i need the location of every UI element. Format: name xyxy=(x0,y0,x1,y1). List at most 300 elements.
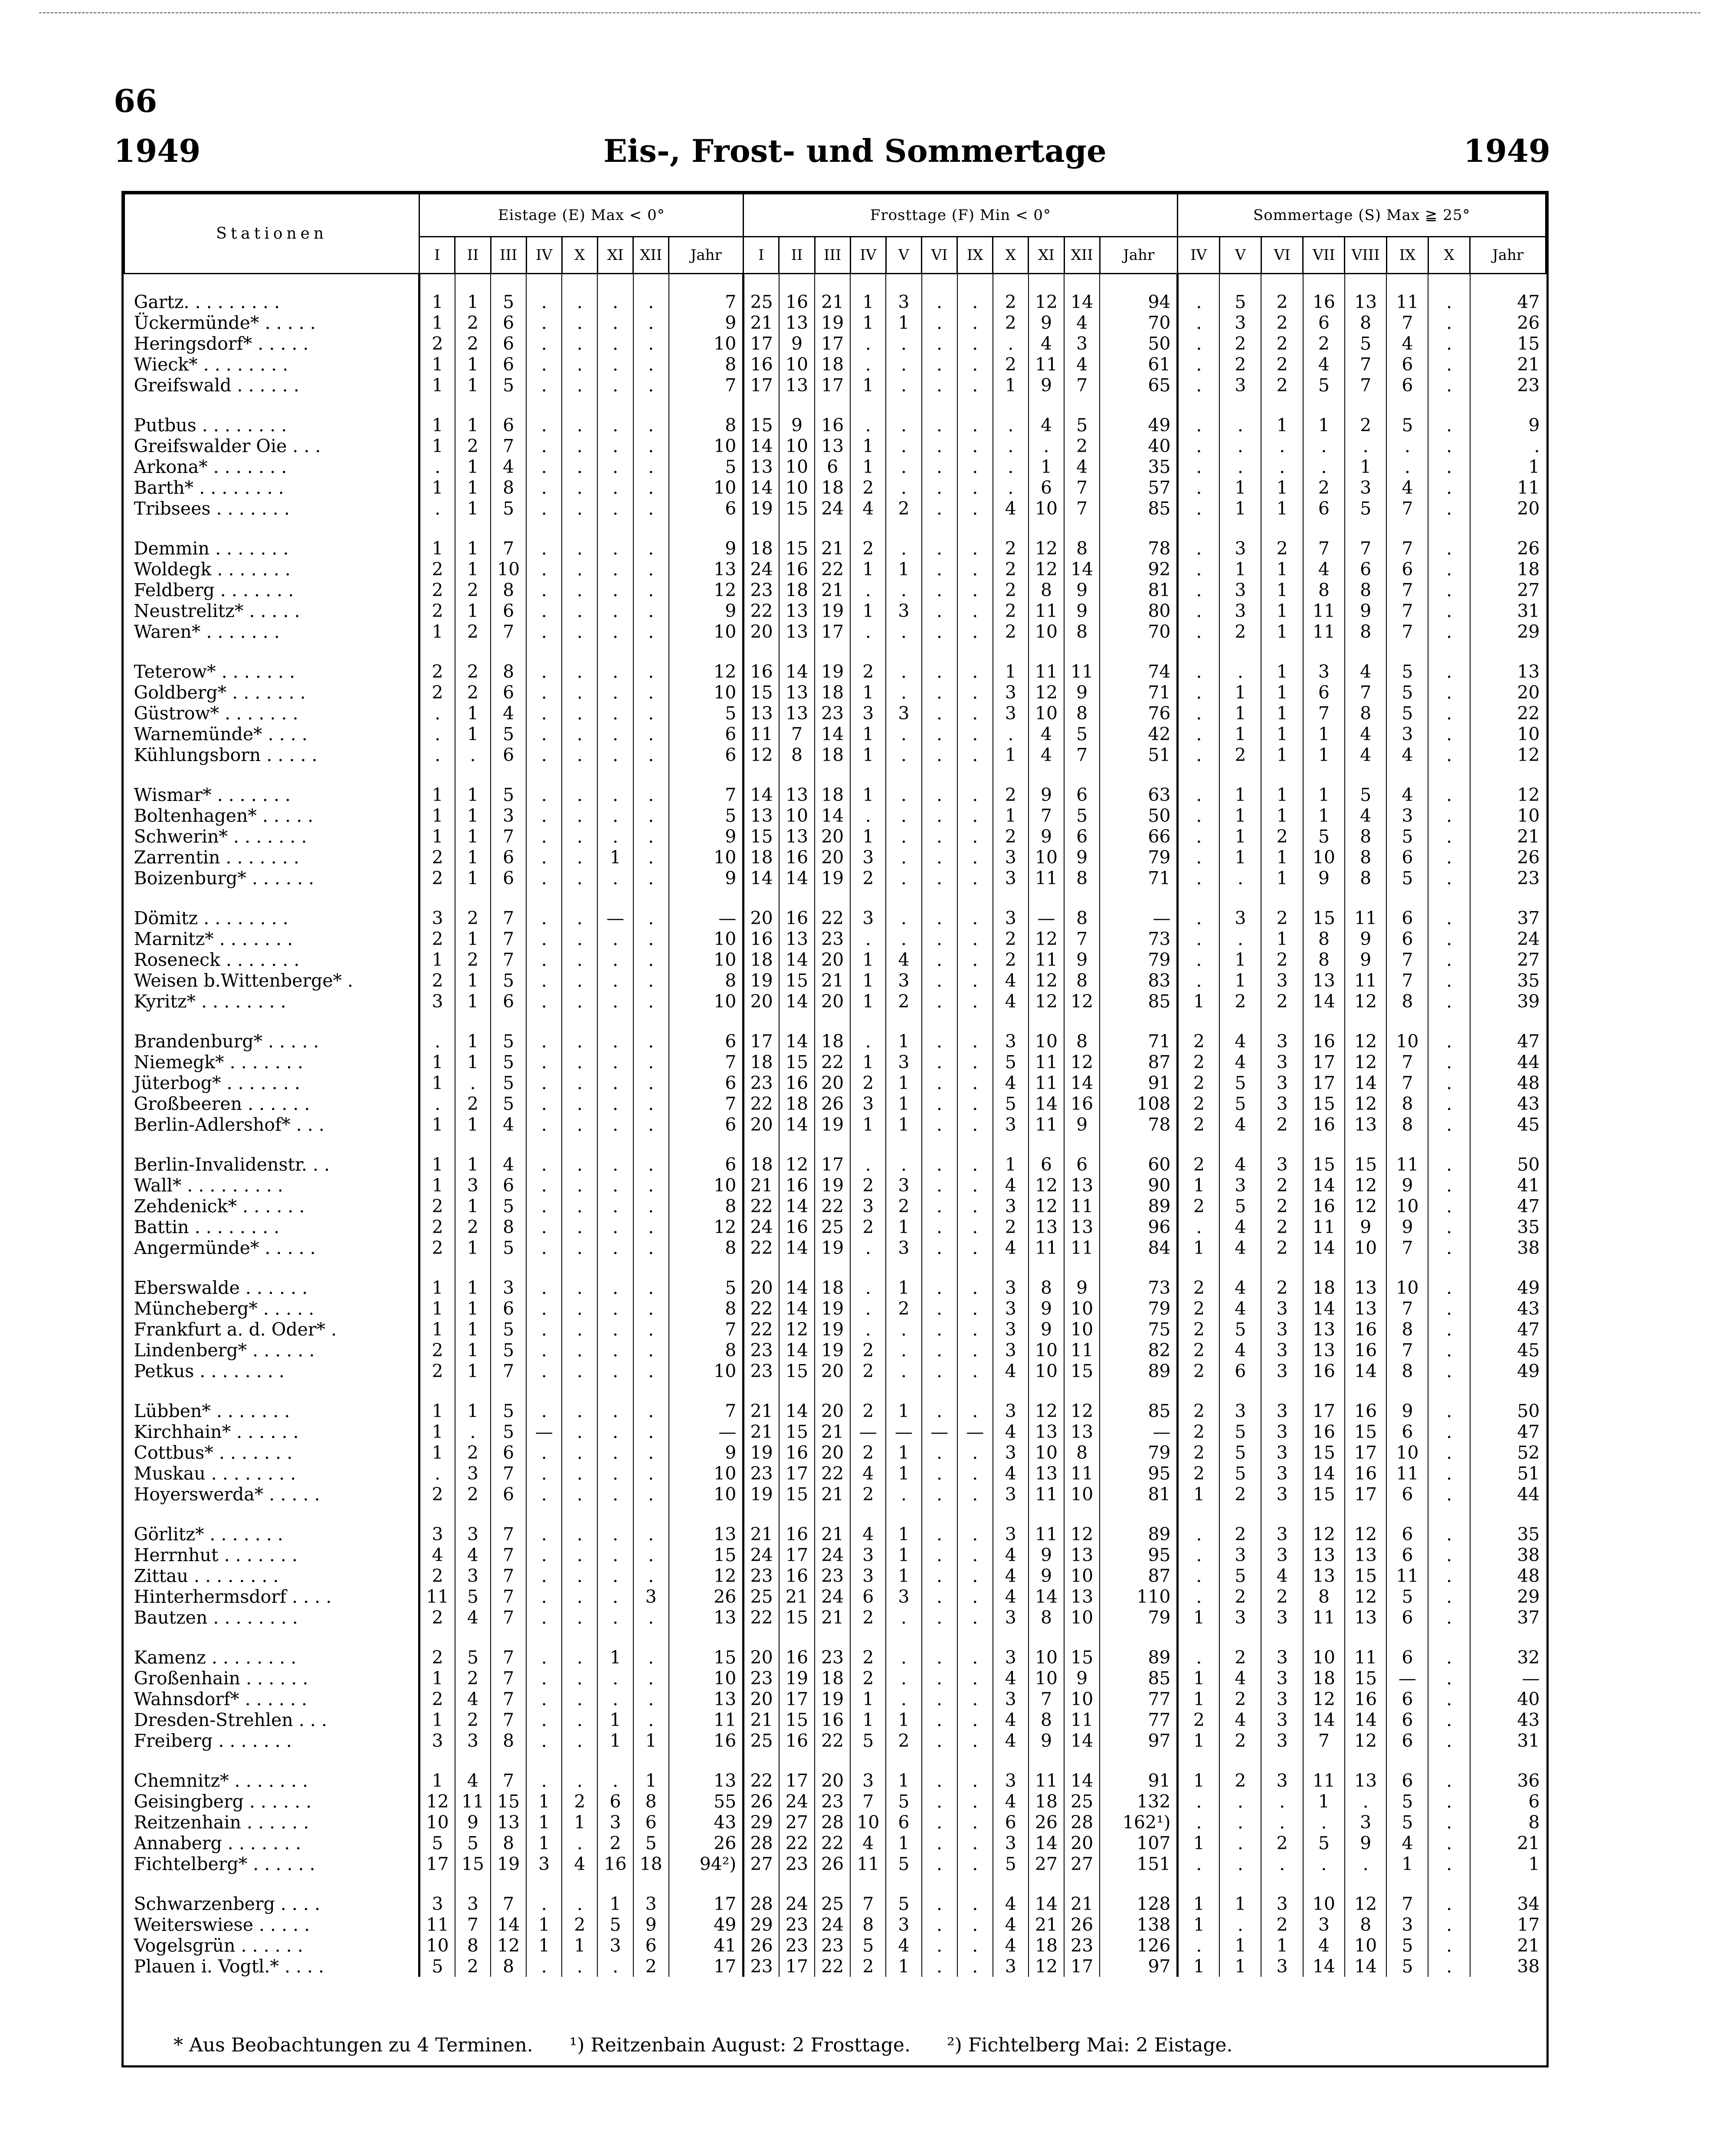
frosttage-cell: 2 xyxy=(993,274,1029,313)
sommertage-cell: 2 xyxy=(1303,477,1345,498)
table-row xyxy=(124,1689,1546,1710)
eistage-cell: . xyxy=(597,415,633,436)
frosttage-cell: 89 xyxy=(1100,1361,1178,1382)
frosttage-cell: 13 xyxy=(1064,1545,1100,1565)
frosttage-cell: 20 xyxy=(815,991,850,1012)
eistage-cell: . xyxy=(562,805,597,826)
frosttage-cell: 63 xyxy=(1100,784,1178,805)
eistage-cell: 7 xyxy=(491,1463,526,1484)
eistage-cell: 2 xyxy=(419,661,455,682)
sommertage-cell: . xyxy=(1428,1031,1470,1052)
frosttage-cell: 3 xyxy=(886,1237,921,1258)
eistage-cell: 1 xyxy=(455,1319,491,1340)
frosttage-cell: 25 xyxy=(744,274,779,313)
sommertage-cell: 2 xyxy=(1178,1340,1219,1361)
eistage-cell: . xyxy=(526,703,562,724)
station-name: Wismar* . . . . . . . xyxy=(134,784,291,805)
sommertage-cell: 17 xyxy=(1470,1914,1546,1935)
eistage-cell: 7 xyxy=(669,1052,744,1073)
sommertage-cell: 1 xyxy=(1470,1854,1546,1874)
eistage-cell: . xyxy=(562,1565,597,1586)
sommertage-cell: 3 xyxy=(1261,1710,1303,1730)
group-spacer xyxy=(124,1874,1546,1893)
eistage-cell: 1 xyxy=(455,826,491,847)
frosttage-cell: 42 xyxy=(1100,724,1178,745)
frosttage-cell: 18 xyxy=(815,784,850,805)
sommertage-cell: 3 xyxy=(1261,1154,1303,1175)
eistage-cell: 1 xyxy=(455,1340,491,1361)
eistage-month-header: X xyxy=(562,237,597,274)
sommertage-cell: 9 xyxy=(1470,415,1546,436)
eistage-cell: . xyxy=(526,1586,562,1607)
eistage-cell: 3 xyxy=(455,1175,491,1196)
frosttage-cell: 3 xyxy=(993,1956,1029,1977)
sommertage-cell: 7 xyxy=(1386,1237,1428,1258)
sommertage-cell: 50 xyxy=(1470,1401,1546,1421)
frosttage-cell: 13 xyxy=(1064,1586,1100,1607)
frosttage-cell: 3 xyxy=(993,1770,1029,1791)
sommertage-cell: 13 xyxy=(1345,274,1386,313)
eistage-cell: 2 xyxy=(455,1217,491,1237)
eistage-cell: . xyxy=(597,1031,633,1052)
frosttage-cell: 4 xyxy=(1029,724,1064,745)
frosttage-cell: 23 xyxy=(744,1565,779,1586)
eistage-cell: . xyxy=(633,661,669,682)
frosttage-cell: 23 xyxy=(744,1361,779,1382)
frosttage-cell: 18 xyxy=(744,1052,779,1073)
eistage-cell: . xyxy=(633,1401,669,1421)
frosttage-cell: 50 xyxy=(1100,333,1178,354)
frosttage-cell: 19 xyxy=(815,661,850,682)
sommertage-cell: . xyxy=(1178,949,1219,970)
sommertage-cell: 10 xyxy=(1303,1893,1345,1914)
sommertage-cell: 1 xyxy=(1178,1956,1219,1977)
frosttage-cell: 4 xyxy=(993,970,1029,991)
eistage-cell: . xyxy=(633,1607,669,1628)
eistage-cell: . xyxy=(526,274,562,313)
frosttage-cell: . xyxy=(922,477,957,498)
frosttage-cell: 3 xyxy=(993,1277,1029,1298)
frosttage-cell: 15 xyxy=(744,415,779,436)
frosttage-cell: 28 xyxy=(815,1812,850,1833)
frosttage-cell: . xyxy=(886,333,921,354)
frosttage-cell: . xyxy=(957,1114,993,1135)
eistage-cell: . xyxy=(562,1154,597,1175)
table-row xyxy=(124,1565,1546,1586)
sommertage-cell: 8 xyxy=(1386,1114,1428,1135)
station-name: Kyritz* . . . . . . . . xyxy=(134,991,286,1012)
eistage-cell: 2 xyxy=(562,1791,597,1812)
sommertage-cell: 48 xyxy=(1470,1073,1546,1093)
frosttage-cell: 1 xyxy=(993,1154,1029,1175)
frosttage-cell: 132 xyxy=(1100,1791,1178,1812)
frosttage-cell: . xyxy=(886,1154,921,1175)
eistage-cell: . xyxy=(562,970,597,991)
eistage-cell: — xyxy=(669,908,744,929)
frosttage-cell: 4 xyxy=(1064,354,1100,375)
frosttage-cell: 1 xyxy=(886,1114,921,1135)
eistage-cell: . xyxy=(597,1689,633,1710)
frosttage-cell: . xyxy=(850,1319,886,1340)
frosttage-cell: 1 xyxy=(850,312,886,333)
eistage-cell: . xyxy=(633,1668,669,1689)
frosttage-cell: . xyxy=(922,354,957,375)
frosttage-cell: 1 xyxy=(850,1689,886,1710)
eistage-cell: 2 xyxy=(419,333,455,354)
frosttage-cell: 16 xyxy=(779,1442,815,1463)
eistage-cell: 6 xyxy=(633,1812,669,1833)
frosttage-cell: 82 xyxy=(1100,1340,1178,1361)
eistage-cell: . xyxy=(633,1114,669,1135)
sommertage-cell: 1 xyxy=(1261,1935,1303,1956)
eistage-cell: 2 xyxy=(455,333,491,354)
eistage-cell: 12 xyxy=(669,1217,744,1237)
frosttage-month-header: Jahr xyxy=(1100,237,1178,274)
frosttage-cell: 17 xyxy=(744,1031,779,1052)
frosttage-cell: 17 xyxy=(815,1154,850,1175)
frosttage-cell: . xyxy=(922,1114,957,1135)
sommertage-cell: 7 xyxy=(1345,682,1386,703)
sommertage-month-header: IV xyxy=(1178,237,1219,274)
sommertage-cell: . xyxy=(1428,1277,1470,1298)
eistage-cell: 1 xyxy=(455,1361,491,1382)
sommertage-cell: 7 xyxy=(1345,375,1386,396)
frosttage-cell: 26 xyxy=(815,1854,850,1874)
frosttage-cell: . xyxy=(850,1237,886,1258)
sommertage-cell: 11 xyxy=(1386,274,1428,313)
frosttage-cell: 10 xyxy=(1029,1031,1064,1052)
frosttage-cell: 21 xyxy=(815,274,850,313)
eistage-cell: . xyxy=(633,498,669,519)
sommertage-cell: 9 xyxy=(1345,949,1386,970)
eistage-cell: 5 xyxy=(419,1833,455,1854)
sommertage-header: Sommertage (S) Max ≧ 25° xyxy=(1178,194,1546,237)
sommertage-cell: 3 xyxy=(1219,1175,1261,1196)
frosttage-cell: 10 xyxy=(1029,703,1064,724)
frosttage-cell: . xyxy=(922,868,957,889)
sommertage-cell: . xyxy=(1178,580,1219,601)
sommertage-cell: 3 xyxy=(1261,1647,1303,1668)
eistage-cell: . xyxy=(562,333,597,354)
sommertage-cell: 3 xyxy=(1261,1340,1303,1361)
frosttage-cell: 20 xyxy=(1064,1833,1100,1854)
eistage-cell: 4 xyxy=(455,1545,491,1565)
frosttage-cell: . xyxy=(922,1791,957,1812)
frosttage-cell: . xyxy=(957,1545,993,1565)
frosttage-cell: 2 xyxy=(993,826,1029,847)
eistage-cell: 1 xyxy=(455,1237,491,1258)
station-name: Dresden-Strehlen . . . xyxy=(134,1710,327,1730)
frosttage-cell: 12 xyxy=(1029,970,1064,991)
frosttage-cell: 21 xyxy=(1029,1914,1064,1935)
sommertage-cell: 2 xyxy=(1261,1114,1303,1135)
sommertage-cell: — xyxy=(1386,1668,1428,1689)
eistage-cell: 7 xyxy=(491,1770,526,1791)
sommertage-cell: 11 xyxy=(1303,1770,1345,1791)
table-row xyxy=(124,1073,1546,1093)
frosttage-cell: . xyxy=(886,415,921,436)
eistage-cell: . xyxy=(633,621,669,642)
frosttage-cell: 11 xyxy=(1064,1710,1100,1730)
eistage-cell: 94²) xyxy=(669,1854,744,1874)
frosttage-cell: 9 xyxy=(1064,1114,1100,1135)
frosttage-cell: 8 xyxy=(1029,580,1064,601)
eistage-cell: 9 xyxy=(669,601,744,621)
sommertage-cell: . xyxy=(1386,456,1428,477)
sommertage-cell: 2 xyxy=(1261,1914,1303,1935)
sommertage-cell: 10 xyxy=(1345,1935,1386,1956)
sommertage-cell: 7 xyxy=(1386,1340,1428,1361)
frosttage-cell: 17 xyxy=(815,333,850,354)
eistage-cell: . xyxy=(526,1277,562,1298)
frosttage-cell: 7 xyxy=(1064,929,1100,949)
frosttage-cell: 3 xyxy=(850,1196,886,1217)
eistage-cell: . xyxy=(633,1463,669,1484)
sommertage-cell: 1 xyxy=(1261,868,1303,889)
sommertage-cell: 2 xyxy=(1261,312,1303,333)
frosttage-cell: . xyxy=(922,538,957,559)
eistage-cell: 6 xyxy=(491,1484,526,1505)
sommertage-cell: 12 xyxy=(1345,991,1386,1012)
frosttage-cell: 11 xyxy=(744,724,779,745)
eistage-cell: . xyxy=(633,1545,669,1565)
eistage-cell: . xyxy=(597,1565,633,1586)
sommertage-cell: 7 xyxy=(1386,949,1428,970)
eistage-cell: 9 xyxy=(669,312,744,333)
eistage-cell: . xyxy=(633,826,669,847)
frosttage-cell: 2 xyxy=(850,1217,886,1237)
sommertage-month-header: X xyxy=(1428,237,1470,274)
eistage-cell: 1 xyxy=(597,1893,633,1914)
station-name: Demmin . . . . . . . xyxy=(134,538,289,559)
frosttage-cell: 4 xyxy=(993,1730,1029,1751)
frosttage-cell: . xyxy=(886,826,921,847)
eistage-cell: 11 xyxy=(669,1710,744,1730)
sommertage-cell: . xyxy=(1428,1421,1470,1442)
frosttage-cell: 2 xyxy=(850,1340,886,1361)
eistage-cell: 17 xyxy=(669,1893,744,1914)
frosttage-cell: 22 xyxy=(744,1770,779,1791)
group-spacer xyxy=(124,1382,1546,1401)
frosttage-cell: . xyxy=(957,1196,993,1217)
frosttage-cell: 79 xyxy=(1100,1298,1178,1319)
frosttage-cell: — xyxy=(1100,908,1178,929)
eistage-cell: 1 xyxy=(526,1812,562,1833)
frosttage-cell: 1 xyxy=(850,745,886,765)
sommertage-cell: . xyxy=(1428,1237,1470,1258)
sommertage-cell: 8 xyxy=(1303,580,1345,601)
sommertage-cell: 5 xyxy=(1386,826,1428,847)
sommertage-cell: 7 xyxy=(1345,538,1386,559)
frosttage-cell: 9 xyxy=(779,333,815,354)
eistage-cell: 8 xyxy=(491,477,526,498)
frosttage-cell: . xyxy=(922,1607,957,1628)
sommertage-cell: . xyxy=(1428,1340,1470,1361)
sommertage-cell: . xyxy=(1178,1545,1219,1565)
frosttage-cell: 2 xyxy=(993,929,1029,949)
frosttage-cell: 6 xyxy=(815,456,850,477)
frosttage-cell: . xyxy=(922,1668,957,1689)
frosttage-cell: 12 xyxy=(1064,1052,1100,1073)
frosttage-cell: 12 xyxy=(1029,538,1064,559)
frosttage-cell: 89 xyxy=(1100,1524,1178,1545)
table-row xyxy=(124,1524,1546,1545)
frosttage-cell: 14 xyxy=(815,724,850,745)
frosttage-cell: . xyxy=(957,498,993,519)
frosttage-cell: 28 xyxy=(1064,1812,1100,1833)
sommertage-cell: 47 xyxy=(1470,1319,1546,1340)
frosttage-cell: 23 xyxy=(1064,1935,1100,1956)
sommertage-cell: 35 xyxy=(1470,1217,1546,1237)
sommertage-cell: . xyxy=(1345,1791,1386,1812)
eistage-cell: . xyxy=(633,1093,669,1114)
eistage-cell: 2 xyxy=(455,1484,491,1505)
eistage-cell: . xyxy=(597,1298,633,1319)
eistage-cell: 1 xyxy=(455,498,491,519)
frosttage-cell: 2 xyxy=(993,949,1029,970)
frosttage-cell: 15 xyxy=(779,1421,815,1442)
sommertage-cell: 14 xyxy=(1303,1298,1345,1319)
sommertage-cell: . xyxy=(1219,1812,1261,1833)
sommertage-cell: 2 xyxy=(1178,1031,1219,1052)
sommertage-cell: . xyxy=(1428,477,1470,498)
station-name: Teterow* . . . . . . . xyxy=(134,661,295,682)
sommertage-cell: 14 xyxy=(1303,1463,1345,1484)
sommertage-cell: 9 xyxy=(1303,868,1345,889)
frosttage-cell: . xyxy=(957,1319,993,1340)
frosttage-cell: 6 xyxy=(1064,1154,1100,1175)
eistage-cell: 7 xyxy=(491,1668,526,1689)
eistage-header: Eistage (E) Max < 0° xyxy=(419,194,744,237)
eistage-cell: . xyxy=(419,1031,455,1052)
eistage-cell: 8 xyxy=(491,580,526,601)
sommertage-cell: 4 xyxy=(1219,1710,1261,1730)
eistage-cell: . xyxy=(526,1565,562,1586)
eistage-cell: 2 xyxy=(455,312,491,333)
frosttage-cell: 15 xyxy=(779,1361,815,1382)
eistage-cell: . xyxy=(526,415,562,436)
frosttage-cell: . xyxy=(1029,436,1064,456)
sommertage-cell: . xyxy=(1428,1893,1470,1914)
sommertage-cell: 3 xyxy=(1219,580,1261,601)
table-row xyxy=(124,1854,1546,1874)
frosttage-cell: 5 xyxy=(886,1893,921,1914)
eistage-cell: . xyxy=(597,1361,633,1382)
sommertage-cell: . xyxy=(1428,826,1470,847)
sommertage-cell: . xyxy=(1428,1196,1470,1217)
frosttage-cell: 10 xyxy=(1029,1647,1064,1668)
sommertage-cell: 14 xyxy=(1345,1710,1386,1730)
eistage-cell: . xyxy=(597,826,633,847)
frosttage-cell: 3 xyxy=(993,1442,1029,1463)
frosttage-month-header: XI xyxy=(1029,237,1064,274)
eistage-cell: . xyxy=(597,1175,633,1196)
frosttage-cell: . xyxy=(993,415,1029,436)
sommertage-cell: 2 xyxy=(1178,1463,1219,1484)
eistage-cell: 6 xyxy=(597,1791,633,1812)
frosttage-cell: 1 xyxy=(993,661,1029,682)
eistage-cell: 9 xyxy=(669,826,744,847)
frosttage-cell: 85 xyxy=(1100,1401,1178,1421)
group-spacer xyxy=(124,1751,1546,1770)
eistage-cell: . xyxy=(633,1217,669,1237)
frosttage-cell: . xyxy=(850,333,886,354)
frosttage-cell: . xyxy=(922,805,957,826)
sommertage-cell: 3 xyxy=(1303,661,1345,682)
frosttage-cell: 18 xyxy=(744,538,779,559)
sommertage-cell: 6 xyxy=(1386,1770,1428,1791)
eistage-cell: . xyxy=(526,1114,562,1135)
frosttage-cell: 6 xyxy=(1064,784,1100,805)
eistage-cell: 2 xyxy=(455,1442,491,1463)
table-row xyxy=(124,1421,1546,1442)
frosttage-cell: 10 xyxy=(1029,1361,1064,1382)
frosttage-cell: . xyxy=(922,908,957,929)
station-name: Greifswalder Oie . . . xyxy=(134,436,321,456)
eistage-cell: . xyxy=(562,1524,597,1545)
frosttage-cell: 17 xyxy=(779,1545,815,1565)
eistage-cell: . xyxy=(597,949,633,970)
frosttage-cell: . xyxy=(922,621,957,642)
eistage-cell: 2 xyxy=(455,908,491,929)
sommertage-cell: . xyxy=(1428,1463,1470,1484)
sommertage-cell: 1 xyxy=(1261,415,1303,436)
frosttage-cell: 1 xyxy=(850,601,886,621)
frosttage-cell: . xyxy=(957,1914,993,1935)
sommertage-cell: 32 xyxy=(1470,1647,1546,1668)
station-name: Hoyerswerda* . . . . . xyxy=(134,1484,320,1505)
sommertage-cell: 26 xyxy=(1470,847,1546,868)
frosttage-cell: 2 xyxy=(886,1298,921,1319)
sommertage-cell: 3 xyxy=(1219,1545,1261,1565)
station-name: Lübben* . . . . . . . xyxy=(134,1401,290,1421)
sommertage-cell: 6 xyxy=(1386,1689,1428,1710)
sommertage-cell: . xyxy=(1178,929,1219,949)
eistage-cell: . xyxy=(562,991,597,1012)
sommertage-cell: . xyxy=(1386,436,1428,456)
sommertage-cell: 2 xyxy=(1178,1114,1219,1135)
eistage-cell: 1 xyxy=(419,826,455,847)
eistage-cell: 1 xyxy=(455,1154,491,1175)
eistage-cell: . xyxy=(526,1196,562,1217)
sommertage-cell: 5 xyxy=(1219,1196,1261,1217)
frosttage-cell: 4 xyxy=(993,498,1029,519)
frosttage-cell: 16 xyxy=(779,1073,815,1093)
eistage-cell: . xyxy=(526,991,562,1012)
frosttage-cell: 14 xyxy=(779,661,815,682)
sommertage-cell: 38 xyxy=(1470,1956,1546,1977)
frosttage-cell: 1 xyxy=(850,970,886,991)
eistage-cell: . xyxy=(562,1237,597,1258)
frosttage-cell: 7 xyxy=(1064,498,1100,519)
frosttage-cell: 10 xyxy=(779,354,815,375)
frosttage-cell: 12 xyxy=(1029,991,1064,1012)
sommertage-cell: . xyxy=(1428,1361,1470,1382)
sommertage-cell: 1 xyxy=(1219,477,1261,498)
eistage-cell: . xyxy=(633,415,669,436)
frosttage-cell: 11 xyxy=(1029,1073,1064,1093)
eistage-cell: . xyxy=(562,703,597,724)
frosttage-cell: 4 xyxy=(993,1710,1029,1730)
eistage-cell: . xyxy=(633,559,669,580)
eistage-cell: . xyxy=(562,456,597,477)
frosttage-cell: 4 xyxy=(993,1893,1029,1914)
frosttage-cell: . xyxy=(957,1893,993,1914)
eistage-cell: . xyxy=(562,1463,597,1484)
frosttage-cell: 29 xyxy=(744,1914,779,1935)
sommertage-cell: . xyxy=(1428,1710,1470,1730)
eistage-cell: 2 xyxy=(419,1689,455,1710)
